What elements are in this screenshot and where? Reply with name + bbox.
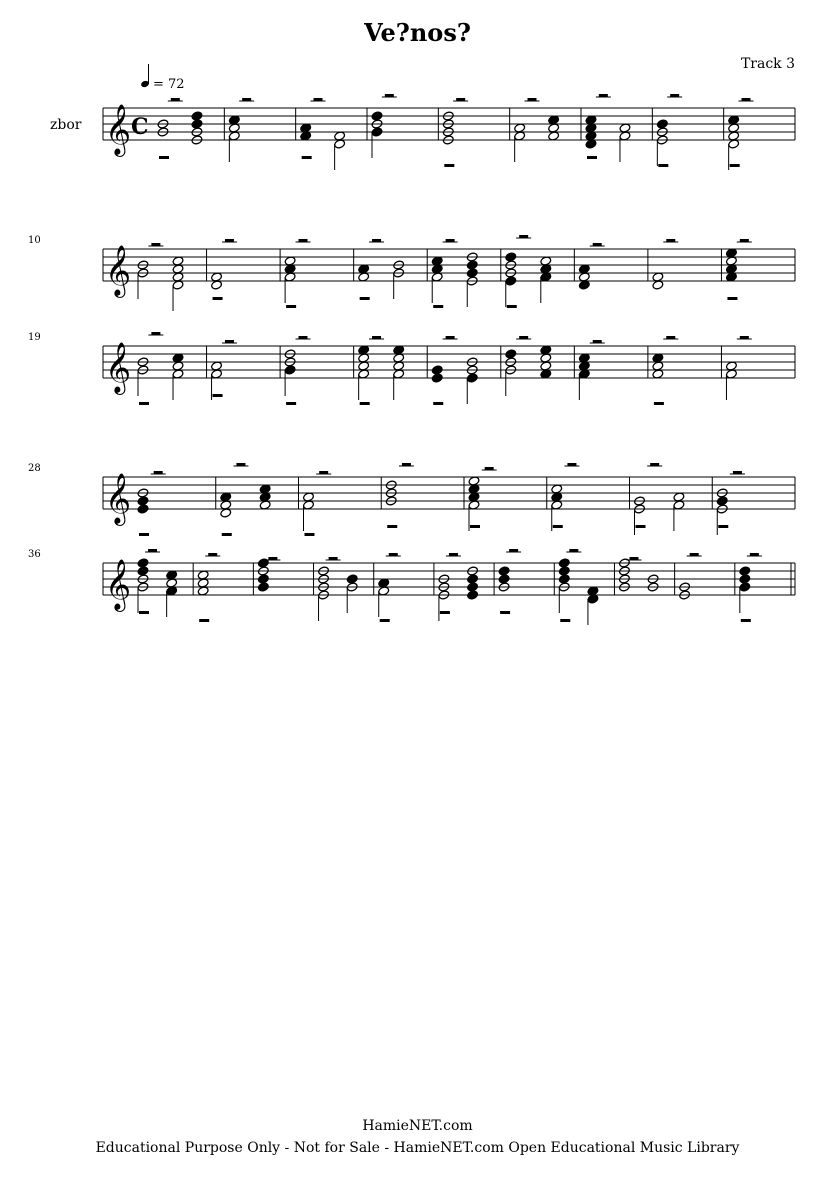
- note-head: [257, 574, 269, 584]
- note-head: [444, 164, 454, 167]
- staff-system: [28, 332, 795, 405]
- note-head: [741, 619, 751, 622]
- note-head: [500, 611, 510, 614]
- measure-number: 36: [28, 549, 41, 560]
- note-head: [466, 268, 478, 278]
- measure-number: 28: [28, 463, 41, 474]
- note-head: [716, 496, 728, 506]
- note-head: [558, 574, 570, 584]
- note-head: [257, 582, 269, 592]
- note-head: [222, 533, 232, 536]
- note-head: [587, 156, 597, 159]
- note-head: [636, 525, 646, 528]
- staff-system: [28, 235, 795, 311]
- note-head: [560, 619, 570, 622]
- note-head: [739, 574, 751, 584]
- note-head: [727, 297, 737, 300]
- note-head: [739, 566, 751, 576]
- note-head: [730, 164, 740, 167]
- note-head: [139, 402, 149, 405]
- note-head: [137, 496, 149, 506]
- note-head: [505, 349, 517, 359]
- footer-notice: Educational Purpose Only - Not for Sale - HamieNET.com Open Educational Music Library: [95, 1140, 740, 1156]
- note-head: [467, 582, 479, 592]
- note-head: [718, 525, 728, 528]
- note-head: [286, 305, 296, 308]
- note-head: [191, 119, 203, 129]
- staff-system: [28, 549, 795, 625]
- note-head: [553, 525, 563, 528]
- note-head: [656, 119, 668, 129]
- note-head: [371, 111, 383, 121]
- note-head: [371, 127, 383, 137]
- note-head: [466, 373, 478, 383]
- note-head: [213, 394, 223, 397]
- treble-clef-icon: 𝄞: [105, 473, 132, 524]
- note-head: [505, 276, 517, 286]
- note-head: [305, 533, 315, 536]
- instrument-name: zbor: [50, 117, 82, 133]
- footer-site: HamieNET.com: [362, 1118, 473, 1134]
- note-head: [658, 164, 668, 167]
- note-head: [346, 574, 358, 584]
- note-head: [257, 558, 269, 568]
- treble-clef-icon: 𝄞: [105, 104, 132, 155]
- note-head: [213, 297, 223, 300]
- note-head: [498, 574, 510, 584]
- note-head: [286, 402, 296, 405]
- note-head: [284, 365, 296, 375]
- note-head: [387, 525, 397, 528]
- note-head: [199, 619, 209, 622]
- note-head: [558, 558, 570, 568]
- time-signature: C: [131, 114, 149, 140]
- note-head: [466, 260, 478, 270]
- note-head: [507, 305, 517, 308]
- measure-number: 19: [28, 332, 41, 343]
- staff-system: [50, 64, 795, 170]
- note-head: [191, 111, 203, 121]
- note-head: [360, 402, 370, 405]
- note-head: [431, 373, 443, 383]
- note-head: [431, 365, 443, 375]
- note-head: [505, 252, 517, 262]
- tempo-marking: = 72: [153, 77, 185, 92]
- note-head: [558, 566, 570, 576]
- note-head: [137, 504, 149, 514]
- treble-clef-icon: 𝄞: [105, 559, 132, 610]
- note-head: [139, 533, 149, 536]
- measure-number: 10: [28, 235, 41, 246]
- treble-clef-icon: 𝄞: [105, 342, 132, 393]
- note-head: [433, 305, 443, 308]
- note-head: [467, 574, 479, 584]
- note-head: [137, 558, 149, 568]
- note-head: [433, 402, 443, 405]
- note-head: [139, 611, 149, 614]
- track-label: Track 3: [740, 56, 795, 72]
- note-head: [159, 156, 169, 159]
- note-head: [360, 297, 370, 300]
- note-head: [498, 566, 510, 576]
- note-head: [470, 525, 480, 528]
- treble-clef-icon: 𝄞: [105, 245, 132, 296]
- score-title: Ve?nos?: [364, 18, 471, 47]
- note-head: [739, 582, 751, 592]
- note-head: [380, 619, 390, 622]
- note-head: [440, 611, 450, 614]
- staff-system: [28, 463, 795, 536]
- note-head: [467, 590, 479, 600]
- note-head: [654, 402, 664, 405]
- note-head: [302, 156, 312, 159]
- note-head: [137, 566, 149, 576]
